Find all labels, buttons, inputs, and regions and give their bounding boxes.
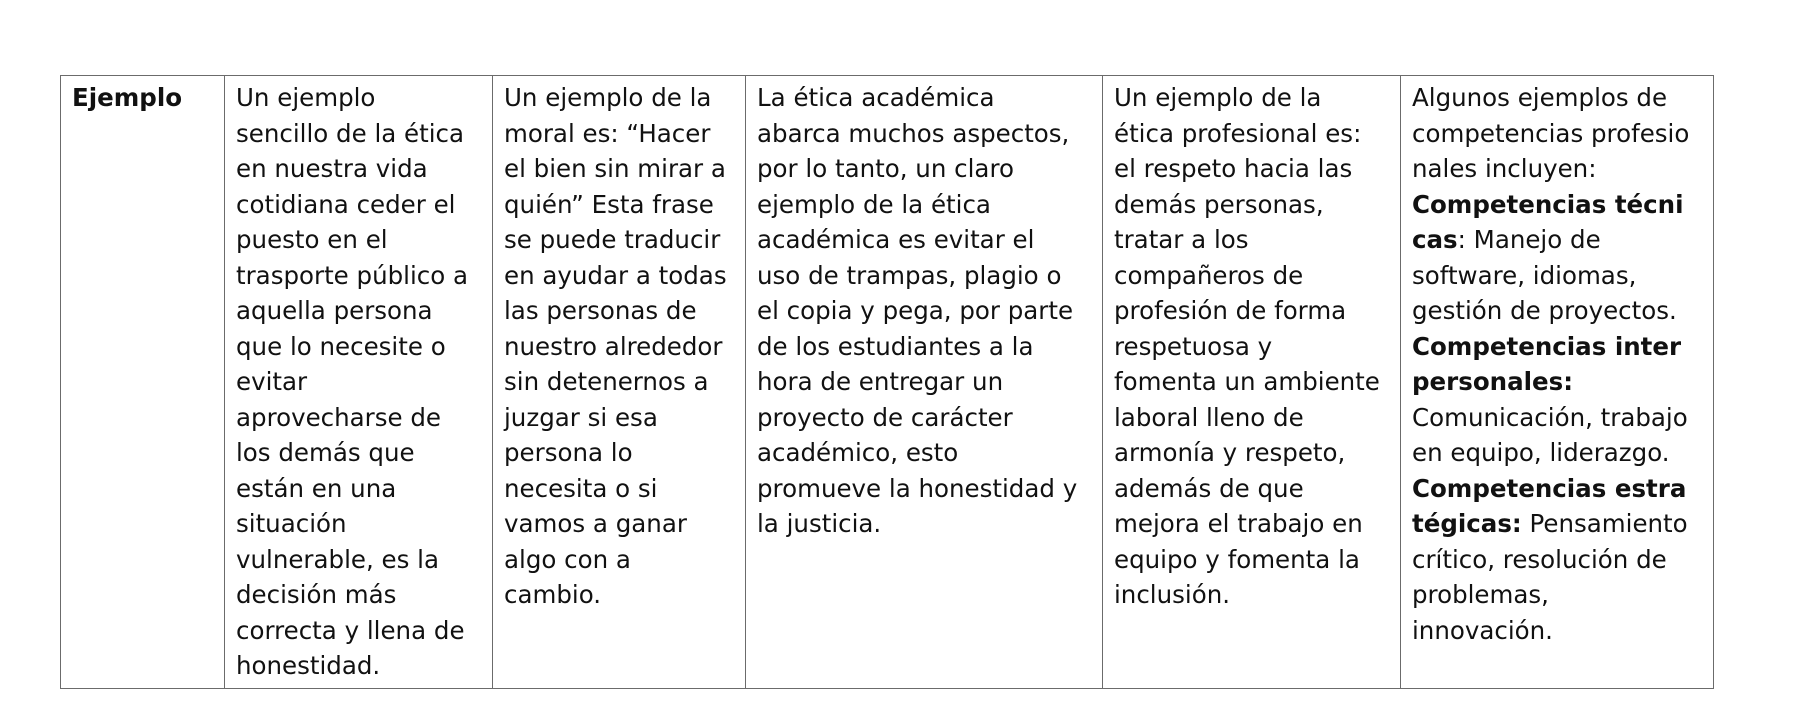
cell-text-line <box>1412 293 1701 329</box>
cell-text-line: la justicia. <box>757 509 882 538</box>
row-header-cell <box>61 76 225 689</box>
cell-text-line: están en una <box>236 473 397 503</box>
cell-text-line: vulnerable, es la <box>236 544 439 574</box>
examples-table <box>60 75 1714 689</box>
cell-text-line <box>1412 187 1701 223</box>
cell-text-line: tratar a los <box>1114 225 1249 254</box>
cell-text-line <box>1412 435 1701 471</box>
cell-text-line: fomenta un ambiente <box>1114 367 1380 396</box>
cell-etica-example <box>225 76 493 689</box>
cell-text-line: el copia y pega, por parte <box>757 296 1074 325</box>
cell-competencias-example <box>1401 76 1714 689</box>
cell-text-line: en nuestra vida <box>236 154 428 183</box>
cell-text-line <box>1412 329 1701 365</box>
text-segment: nales incluyen: <box>1412 154 1597 183</box>
cell-text-line: académica es evitar el <box>757 225 1035 254</box>
text-segment: Algunos ejemplos de <box>1412 83 1668 112</box>
text-segment: problemas, <box>1412 580 1549 609</box>
cell-text-line: quién” Esta frase <box>504 189 714 219</box>
cell-text-line <box>1412 577 1701 613</box>
cell-text-line: La ética académica <box>757 83 995 112</box>
cell-etica-academica-example <box>746 76 1103 689</box>
cell-text-line: situación <box>236 509 347 538</box>
text-segment: crítico, resolución de <box>1412 544 1667 574</box>
cell-text-line: Un ejemplo de la <box>1114 83 1322 112</box>
cell-text-line: evitar <box>236 367 308 396</box>
cell-text-line: equipo y fomenta la <box>1114 544 1360 574</box>
cell-text-line <box>1412 116 1701 152</box>
cell-text-line: respetuosa y <box>1114 331 1273 361</box>
cell-text-line: sencillo de la ética <box>236 118 465 148</box>
bold-text-segment: Competencias estra <box>1412 473 1687 503</box>
cell-text-line: puesto en el <box>236 225 388 254</box>
cell-text-line: Un ejemplo <box>236 83 376 112</box>
cell-text-line: algo con a <box>504 544 631 574</box>
cell-text-line: aquella persona <box>236 296 433 325</box>
row-header-label: Ejemplo <box>72 83 183 112</box>
text-segment: Pensamiento <box>1521 509 1688 538</box>
cell-text-line: laboral lleno de <box>1114 402 1304 432</box>
cell-text-line: aprovecharse de <box>236 402 441 432</box>
cell-text-line: demás personas, <box>1114 189 1324 219</box>
cell-text-line <box>1412 258 1701 294</box>
cell-text-line: en ayudar a todas <box>504 260 727 290</box>
cell-text-line: uso de trampas, plagio o <box>757 260 1062 290</box>
cell-text-line: nuestro alrededor <box>504 331 723 361</box>
cell-text-line: ética profesional es: <box>1114 118 1362 148</box>
cell-text-line: persona lo <box>504 438 633 467</box>
cell-text-line <box>1412 364 1701 400</box>
text-segment: en equipo, liderazgo. <box>1412 438 1670 467</box>
cell-text-line: decisión más <box>236 580 397 609</box>
cell-text-line: el bien sin mirar a <box>504 154 726 183</box>
cell-text-line: que lo necesite o <box>236 331 446 361</box>
cell-text-line: honestidad. <box>236 651 381 680</box>
cell-text-line: los demás que <box>236 438 415 467</box>
text-segment: : Manejo de <box>1457 225 1601 254</box>
cell-text-line: académico, esto <box>757 438 959 467</box>
bold-text-segment: Competencias técni <box>1412 189 1684 219</box>
cell-text-line: profesión de forma <box>1114 296 1347 325</box>
cell-text-line <box>1412 471 1701 507</box>
text-segment: gestión de proyectos. <box>1412 296 1677 325</box>
table-row-ejemplo <box>61 76 1714 689</box>
bold-text-segment: personales: <box>1412 367 1574 396</box>
cell-text-line <box>1412 506 1701 542</box>
cell-text-line: promueve la honestidad y <box>757 473 1078 503</box>
cell-text-line: inclusión. <box>1114 580 1231 609</box>
text-segment: software, idiomas, <box>1412 260 1637 290</box>
cell-text-line: cambio. <box>504 580 602 609</box>
cell-text-line <box>1412 613 1701 649</box>
cell-text-line: correcta y llena de <box>236 615 465 645</box>
cell-text-line: moral es: “Hacer <box>504 118 711 148</box>
cell-text-line: las personas de <box>504 296 697 325</box>
cell-moral-example <box>493 76 746 689</box>
cell-text-line: por lo tanto, un claro <box>757 154 1014 183</box>
cell-text-line <box>1412 151 1701 187</box>
cell-text-line: además de que <box>1114 473 1304 503</box>
cell-text-line: de los estudiantes a la <box>757 331 1034 361</box>
cell-text-line: el respeto hacia las <box>1114 154 1353 183</box>
cell-text-line: se puede traducir <box>504 225 721 254</box>
text-segment: competencias profesio <box>1412 118 1690 148</box>
cell-text-line <box>1412 542 1701 578</box>
cell-text-line: Un ejemplo de la <box>504 83 712 112</box>
cell-text-line: juzgar si esa <box>504 402 658 432</box>
cell-text-line <box>1412 222 1701 258</box>
cell-text-line: hora de entregar un <box>757 367 1004 396</box>
cell-text-line <box>1412 80 1701 116</box>
bold-text-segment: Competencias inter <box>1412 331 1682 361</box>
cell-text-line: abarca muchos aspectos, <box>757 118 1070 148</box>
cell-text-line: mejora el trabajo en <box>1114 509 1363 538</box>
cell-etica-profesional-example <box>1103 76 1401 689</box>
cell-text-line: vamos a ganar <box>504 509 687 538</box>
bold-text-segment: cas <box>1412 225 1458 254</box>
cell-text-line: necesita o si <box>504 473 658 503</box>
cell-text-line: ejemplo de la ética <box>757 189 991 219</box>
cell-text-line: cotidiana ceder el <box>236 189 456 219</box>
cell-text-line: sin detenernos a <box>504 367 709 396</box>
cell-text-line <box>1412 400 1701 436</box>
text-segment: Comunicación, trabajo <box>1412 402 1688 432</box>
cell-text-line: compañeros de <box>1114 260 1304 290</box>
cell-text-line: armonía y respeto, <box>1114 438 1346 467</box>
text-segment: innovación. <box>1412 615 1553 645</box>
bold-text-segment: tégicas: <box>1412 509 1522 538</box>
cell-text-line: trasporte público a <box>236 260 469 290</box>
cell-text-line: proyecto de carácter <box>757 402 1013 432</box>
